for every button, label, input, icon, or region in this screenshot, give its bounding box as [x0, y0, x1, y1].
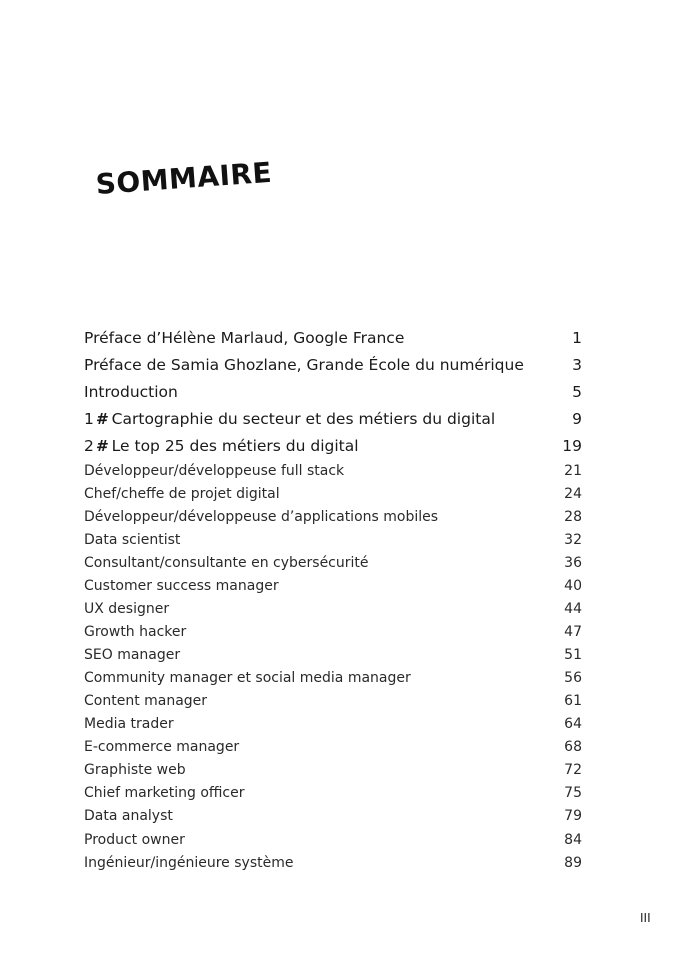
toc-entry-page: 21 [564, 463, 582, 479]
toc-entry-label: Product owner [84, 832, 185, 848]
toc-entry-page: 44 [564, 601, 582, 617]
toc-entry-label: Développeur/développeuse d’applications mobiles [84, 509, 439, 525]
toc-entry-page: 84 [564, 832, 582, 848]
toc-entry-label [84, 437, 359, 455]
toc-entry-page: 68 [564, 739, 582, 755]
chapter-number: 2 [84, 437, 94, 455]
toc-subentry[interactable] [84, 624, 582, 640]
toc-entry-chapter-1[interactable] [84, 410, 582, 428]
toc-subentry[interactable] [84, 855, 582, 871]
toc-subentry[interactable] [84, 647, 582, 663]
toc-entry-page: 36 [564, 555, 582, 571]
page-title: SOMMAIRE [94, 155, 274, 201]
toc-entry-label: Community manager et social media manager [84, 670, 411, 686]
toc-entry-label: Consultant/consultante en cybersécurité [84, 555, 369, 571]
chapter-title: Le top 25 des métiers du digital [111, 437, 359, 455]
toc-subentry[interactable] [84, 670, 582, 686]
toc-subentry[interactable] [84, 716, 582, 732]
toc-entry-page: 24 [564, 486, 582, 502]
folio-page-number: III [640, 911, 651, 925]
toc-entry-label [84, 410, 495, 428]
hash-icon: # [95, 437, 107, 455]
toc-subentry[interactable] [84, 532, 582, 548]
toc-entry-page: 51 [564, 647, 582, 663]
toc-entry-page: 19 [562, 437, 582, 455]
toc-subentry[interactable] [84, 785, 582, 801]
toc-entry-page: 1 [572, 329, 582, 347]
toc-subentry[interactable] [84, 463, 582, 479]
toc-entry-page: 28 [564, 509, 582, 525]
toc-entry-introduction[interactable] [84, 383, 582, 401]
toc-entry-label: Growth hacker [84, 624, 187, 640]
toc-subentry[interactable] [84, 808, 582, 824]
toc-entry-page: 40 [564, 578, 582, 594]
toc-entry-label: Préface de Samia Ghozlane, Grande École du numérique [84, 356, 524, 374]
toc-entry-label: Ingénieur/ingénieure système [84, 855, 294, 871]
toc-entry-page: 64 [564, 716, 582, 732]
toc-subentry[interactable] [84, 739, 582, 755]
toc-entry-label: Data scientist [84, 532, 181, 548]
toc-entry-page: 32 [564, 532, 582, 548]
chapter-title: Cartographie du secteur et des métiers du digital [111, 410, 496, 428]
toc-entry-page: 5 [572, 383, 582, 401]
toc-entry-label: Introduction [84, 383, 178, 401]
toc-entry-label: UX designer [84, 601, 170, 617]
toc-entry-label: Media trader [84, 716, 174, 732]
toc-entry-page: 72 [564, 762, 582, 778]
toc-entry-page: 3 [572, 356, 582, 374]
toc-entry-label: Préface d’Hélène Marlaud, Google France [84, 329, 405, 347]
toc-subentry[interactable] [84, 601, 582, 617]
toc-entry-page: 79 [564, 808, 582, 824]
toc-entry-page: 61 [564, 693, 582, 709]
toc-entry-label: Développeur/développeuse full stack [84, 463, 345, 479]
toc-entry-preface-marlaud[interactable] [84, 329, 582, 347]
toc-entry-preface-ghozlane[interactable] [84, 356, 582, 374]
toc-entry-label: Content manager [84, 693, 208, 709]
toc-entry-label: Chef/cheffe de projet digital [84, 486, 280, 502]
toc-entry-label: SEO manager [84, 647, 181, 663]
toc-entry-label: Data analyst [84, 808, 173, 824]
toc-entry-label: E-commerce manager [84, 739, 240, 755]
toc-entry-page: 89 [564, 855, 582, 871]
toc-subentry[interactable] [84, 693, 582, 709]
toc-entry-chapter-2[interactable] [84, 437, 582, 455]
toc-subentry[interactable] [84, 555, 582, 571]
toc-entry-label: Chief marketing officer [84, 785, 245, 801]
toc-entry-page: 47 [564, 624, 582, 640]
toc-entry-page: 56 [564, 670, 582, 686]
toc-entry-label: Customer success manager [84, 578, 279, 594]
toc-subentry[interactable] [84, 578, 582, 594]
chapter-number: 1 [84, 410, 94, 428]
toc-entry-page: 9 [572, 410, 582, 428]
toc-subentry[interactable] [84, 486, 582, 502]
toc-subentry[interactable] [84, 509, 582, 525]
toc-subentry[interactable] [84, 832, 582, 848]
hash-icon: # [95, 410, 107, 428]
toc-entry-page: 75 [564, 785, 582, 801]
toc-entry-label: Graphiste web [84, 762, 186, 778]
toc-subentry[interactable] [84, 762, 582, 778]
